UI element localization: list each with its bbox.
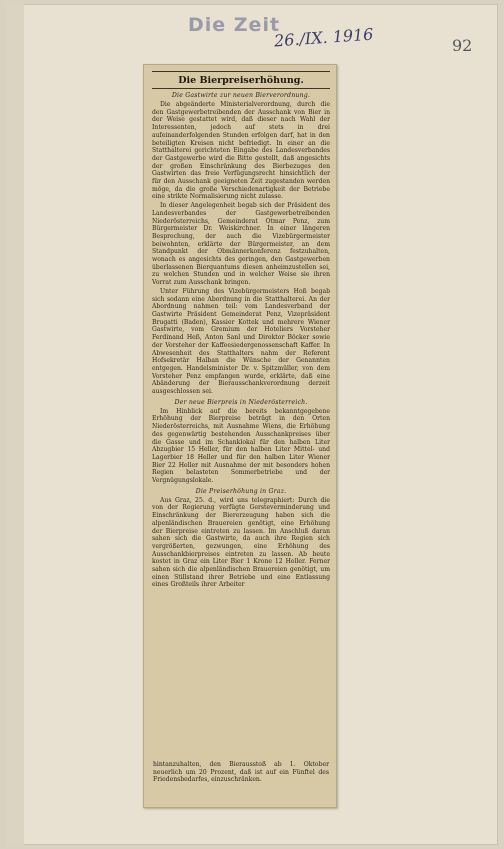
article-paragraph: Unter Führung des Vizebürgermeisters Hoß begab sich sodann eine Abordnung in die Statthalterei. An der Abordnung nahmen teil: vom Landesverband der Gastwirte Präsident Gemeinderat Penz, Vizepräsident Brugatti (Baden), Kassier Kottek und mehrere Wiener Gastwirte, vom Gremium der Hoteliers Vorsteher Ferdinand Heß, Anton Sanl und Direktor Böcker sowie der Vorsteher der Kaffeesiedergenossenschaft Kaffer. In Abwesenheit des Statthalters nahm der Referent Hofsekretär Halban die Wünsche der Genannten entgegen. Handelsminister Dr. v. Spitzmüller, von dem Vorsteher Penz empfangen wurde, erklärte, daß eine Abänderung der Bierausschankverordnung derzeit ausgeschlossen sei. — [152, 287, 330, 396]
article-paragraph: Die abgeänderte Ministerialverordnung, durch die den Gastgewerbetreibenden der Ausschank von Bier in der Weise gestattet wird, daß dieser nach Wahl der Interessenten, jedoch auf stets in drei aufeinanderfolgenden Stunden erfolgen darf, hat in den beteiligten Kreisen nicht befriedigt. In einer an die Statthalterei gerichteten Eingabe des Landesverbandes der Gastgewerbe wird die Bitte gestellt, daß angesichts der großen Einschränkung des Bierbezuges den Gastwirten das freie Verfügungsrecht hinsichtlich der für den Ausschank geeigneten Zeit zugestanden werden möge, da die große Verschiedenartigkeit der Betriebe eine strikte Normalisierung nicht zulasse. — [152, 101, 330, 201]
article-title: Die Bierpreiserhöhung. — [178, 75, 304, 86]
top-rule — [152, 71, 330, 72]
clipping-continuation: hintanzuhalten, den Bierausstoß ab 1. Oktober neuerlich um 20 Prozent, daß ist auf ein Fünftel des Friedensbedarfes, einzuschränken. — [153, 761, 329, 784]
article-paragraph: Aus Graz, 25. d., wird uns telegraphiert: Durch die von der Regierung verfügte Gersteverminderung und Einschränkung der Biererzeugung haben sich die alpenländischen Brauereien genötigt, eine Erhöhung der Bierpreise eintreten zu lassen. Im Anschluß daran sahen sich die Gastwirte, da auch ihre Regien sich vergrößerten, gezwungen, eine Erhöhung des Ausschankbierpreises eintreten zu lassen. Ab heute kostet in Graz ein Liter Bier 1 Krone 12 Heller. Ferner sahen sich die alpenländischen Brauereien genötigt, um einen Stillstand ihrer Betriebe und eine Entlassung eines Großteils ihrer Arbeiter — [152, 496, 330, 589]
section-subhead: Der neue Bierpreis in Niederösterreich. — [174, 398, 308, 406]
section-subhead: Die Preiserhöhung in Graz. — [195, 487, 287, 495]
newspaper-masthead: Die Zeit — [188, 14, 281, 36]
article-paragraph: Im Hinblick auf die bereits bekanntgegebene Erhöhung der Bierpreise beträgt in den Orten Niederösterreichs, mit Ausnahme Wiens, die Erhöhung des gegenwärtig bestehenden Ausschankpreises über die Gasse und im Schanklokal für den halben Liter Abzugbier 15 Heller, für den halben Liter Mittel- und Lagerbier 18 Heller und für den halben Liter Wiener Bier 22 Heller mit Ausnahme der mit besonders hohen Regien belasteten Sommerbetriebe und der Vergnügungslokale. — [152, 407, 330, 485]
article-paragraph: In dieser Angelegenheit begab sich der Präsident des Landesverbandes der Gastgewerbetreibenden Niederösterreichs, Gemeinderat Otmar Penz, zum Bürgermeister Dr. Weiskirchner. In einer längeren Besprechung, der auch die Vizebürgermeister beiwohnten, erklärte der Bürgermeister, an dem Standpunkt der Obmännerkonferenz festzuhalten, wonach es angesichts des geringen, den Gastgewerben überlassenen Bierquantums diesen anheimzustellen sei, zu welchen Stunden und in welcher Weise sie ihren Vorrat zum Ausschank bringen. — [152, 202, 330, 287]
title-rule — [152, 88, 330, 89]
section-subhead: Die Gastwirte zur neuen Bierverordnung. — [171, 92, 311, 99]
page-number: 92 — [452, 36, 473, 55]
handwritten-date: 26./IX. 1916 — [273, 24, 374, 51]
newspaper-clipping — [143, 64, 337, 808]
